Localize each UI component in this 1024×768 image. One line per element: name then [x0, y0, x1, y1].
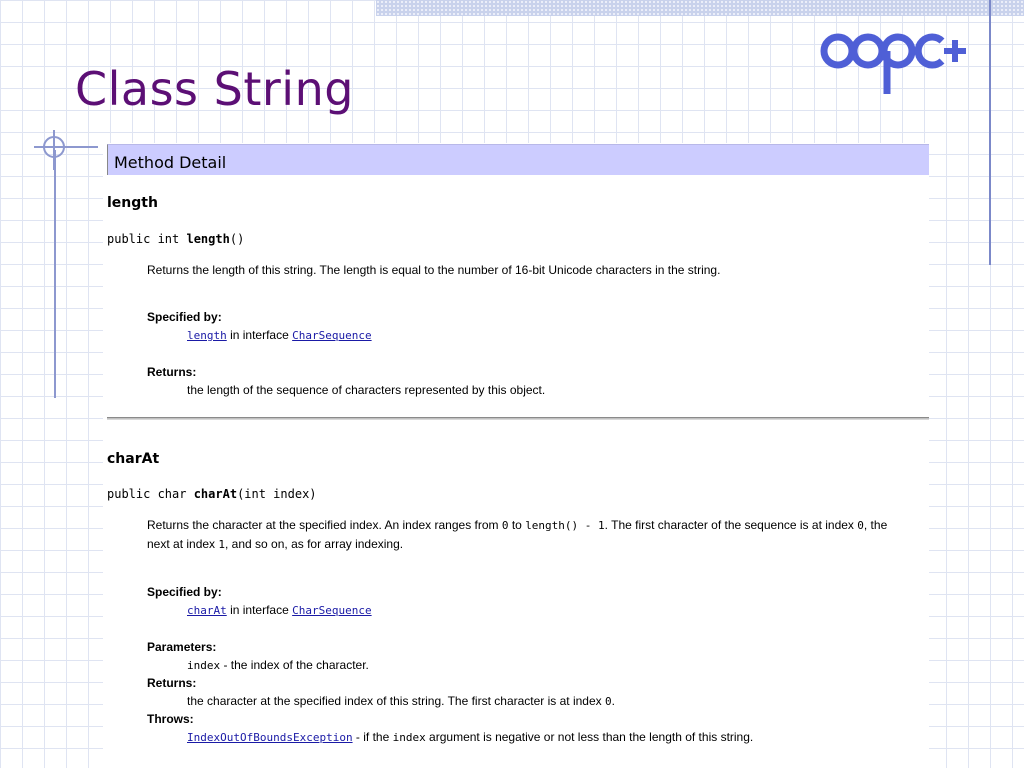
returns-label: Returns: [147, 365, 197, 379]
specified-by-row-charat [187, 603, 372, 617]
throws-text: argument is negative or not less than the length of this string. [425, 730, 754, 744]
slide-title: Class String [75, 62, 354, 116]
desc-code: 1 [218, 538, 226, 551]
returns-code: 0 [604, 695, 612, 708]
crosshair-ornament-icon [34, 130, 98, 170]
method-separator [107, 417, 929, 420]
method-detail-title: Method Detail [114, 153, 227, 172]
returns-label: Returns: [147, 676, 197, 690]
throws-code: index [392, 731, 426, 744]
throws-row [187, 730, 753, 744]
specified-by-label: Specified by: [147, 585, 222, 599]
signature-prefix: public char [107, 487, 194, 501]
signature-prefix: public int [107, 232, 187, 246]
charsequence-link[interactable]: CharSequence [292, 604, 372, 617]
desc-code: 0 [501, 519, 509, 532]
returns-text-charat [187, 694, 615, 708]
param-name: index [187, 659, 221, 672]
top-pattern-band [376, 0, 1024, 16]
method-signature-charat [107, 487, 317, 501]
specified-by-row-length [187, 328, 372, 342]
in-interface-text: in interface [226, 328, 293, 342]
method-name-charat: charAt [107, 451, 160, 467]
desc-text: . The first character of the sequence is at index [604, 518, 858, 532]
signature-method-name: length [186, 232, 230, 246]
method-detail-header [107, 144, 929, 175]
signature-method-name: charAt [193, 487, 238, 501]
charat-link[interactable]: charAt [187, 604, 227, 617]
returns-end: . [611, 694, 615, 708]
charsequence-link[interactable]: CharSequence [292, 329, 372, 342]
throws-label: Throws: [147, 712, 194, 726]
indexoutofboundsexception-link[interactable]: IndexOutOfBoundsException [187, 731, 353, 744]
length-link[interactable]: length [187, 329, 227, 342]
method-name-length: length [107, 195, 158, 211]
left-accent-line [54, 150, 56, 398]
parameter-row-index [187, 658, 369, 672]
signature-suffix: (int index) [237, 487, 317, 501]
desc-code: length() - 1 [525, 519, 605, 532]
specified-by-label: Specified by: [147, 310, 222, 324]
desc-text: Returns the character at the specified index. An index ranges from [147, 518, 502, 532]
parameters-label: Parameters: [147, 640, 217, 654]
right-accent-line [989, 0, 991, 265]
returns-description: the character at the specified index of this string. The first character is at index [187, 694, 605, 708]
desc-text: next at index [147, 537, 219, 551]
method-signature-length [107, 232, 244, 246]
signature-suffix: () [229, 232, 245, 246]
param-description: - the index of the character. [220, 658, 369, 672]
javadoc-panel [103, 143, 929, 768]
throws-text: - if the [352, 730, 393, 744]
method-description-charat-line2 [147, 537, 403, 551]
method-description-charat-line1 [147, 518, 887, 532]
desc-text: , and so on, as for array indexing. [225, 537, 404, 551]
in-interface-text: in interface [226, 603, 293, 617]
returns-text-length: the length of the sequence of characters represented by this object. [187, 383, 546, 397]
oopc-logo-icon [820, 26, 970, 98]
method-description-length: Returns the length of this string. The length is equal to the number of 16-bit Unicode characters in the string. [147, 263, 721, 277]
desc-text: to [508, 518, 526, 532]
desc-code: 0 [857, 519, 864, 532]
desc-text: , the [863, 518, 888, 532]
